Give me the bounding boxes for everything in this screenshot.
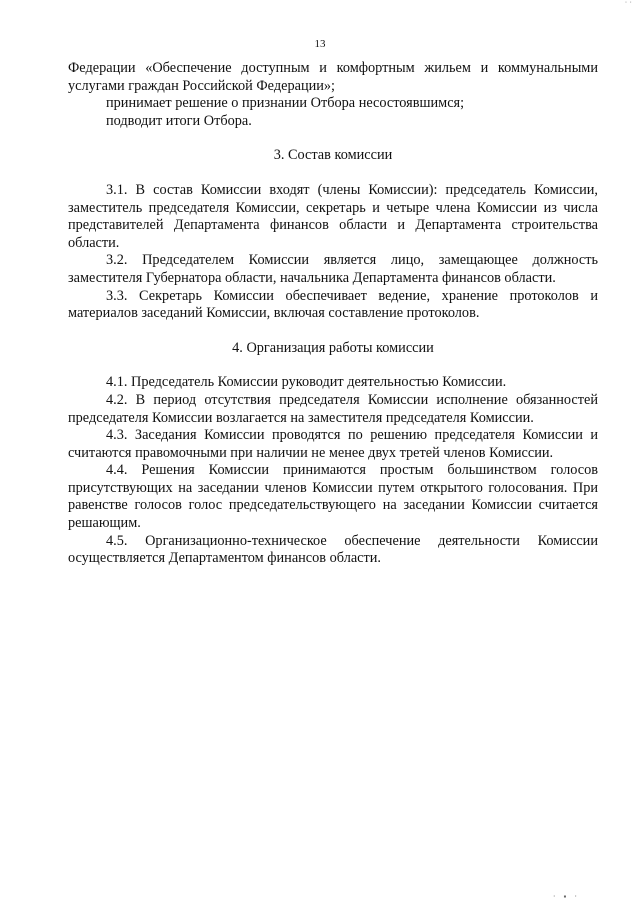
section-3-heading: 3. Состав комиссии: [273, 147, 393, 164]
section-3-item: 3.2. Председателем Комиссии является лицо, замещающее должность заместителя Губернатора области, начальника Департамента финансов области.: [68, 252, 598, 286]
scan-edge-mark: · ▪ ·: [552, 892, 580, 901]
section-3-item: 3.3. Секретарь Комиссии обеспечивает ведение, хранение протоколов и материалов заседаний Комиссии, включая составление протоколов.: [68, 287, 598, 322]
intro-paragraph: принимает решение о признании Отбора несостоявшимся;: [106, 95, 465, 112]
section-4-heading: 4. Организация работы комиссии: [232, 339, 434, 356]
section-4-item: 4.3. Заседания Комиссии проводятся по решению председателя Комиссии и считаются правомочными при наличии не менее двух третей членов Комиссии.: [68, 427, 598, 461]
intro-paragraph: подводит итоги Отбора.: [106, 112, 252, 129]
scan-edge-mark: ˙ ˙: [624, 0, 632, 9]
intro-paragraph-continuation: Федерации «Обеспечение доступным и комфортным жильем и коммунальными услугами граждан Российской Федерации»;: [68, 60, 598, 94]
page-number: 13: [314, 38, 326, 50]
section-4-item: 4.4. Решения Комиссии принимаются простым большинством голосов присутствующих на заседании членов Комиссии путем открытого голосования. При равенстве голосов голос председательствующего на заседании Комиссии считается решающим.: [68, 462, 598, 532]
section-4-item: 4.5. Организационно-техническое обеспечение деятельности Комиссии осуществляется Департаментом финансов области.: [68, 532, 598, 567]
section-3-item: 3.1. В состав Комиссии входят (члены Комиссии): председатель Комиссии, заместитель председателя Комиссии, секретарь и четыре члена Комиссии из числа представителей Департамента финансов области и Департамента строительства области.: [68, 181, 598, 251]
section-4-item: 4.1. Председатель Комиссии руководит деятельностью Комиссии.: [106, 374, 507, 391]
section-4-item: 4.2. В период отсутствия председателя Комиссии исполнение обязанностей председателя Комиссии возлагается на заместителя председателя Комиссии.: [68, 391, 598, 426]
document-body: [68, 60, 598, 568]
